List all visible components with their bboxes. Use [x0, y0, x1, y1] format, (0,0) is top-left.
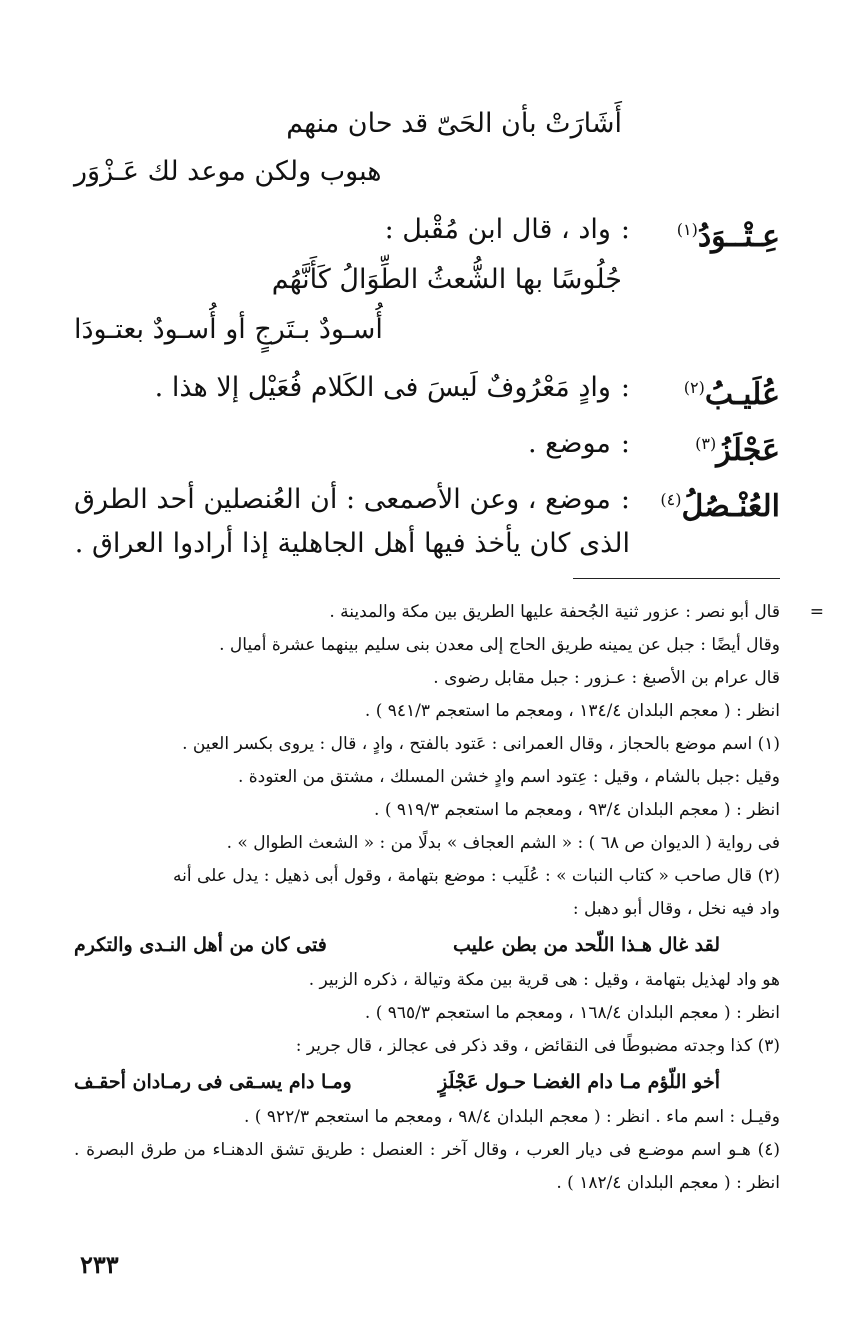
hemistich-first: لقد غال هـذا اللّحد من بطن عليب: [452, 934, 720, 956]
entry-text: موضع ، وعن الأصمعى : أن العُنصلين أحد الطرق الذى كان يأخذ فيها أهل الجاهلية إذا أرادوا العراق .: [74, 484, 630, 559]
footnote-divider: [573, 578, 780, 579]
verse-line-3: جُلُوسًا بها الشُّعثُ الطِّوَالُ كَأَنَّهُم: [271, 264, 622, 295]
footnote-ref: (٤): [660, 490, 682, 509]
entry-ajlaz: [74, 422, 780, 466]
footnote-line: قال عرام بن الأصبغ : عـزور : جبل مقابل رضوى .: [433, 668, 780, 688]
footnote-line: هو واد لهذيل بتهامة ، وقيل : هى قرية بين مكة وتيالة ، ذكره الزبير .: [308, 970, 780, 990]
footnote-ref: (٢): [683, 378, 705, 397]
entry-ulayb: [74, 366, 780, 410]
footnote-ref: (٣): [695, 434, 717, 453]
footnote-line: قال أبو نصر : عزور ثنية الجُحفة عليها الطريق بين مكة والمدينة .: [329, 602, 780, 622]
footnote-line: انظر : ( معجم البلدان ١٣٤/٤ ، ومعجم ما استعجم ٩٤١/٣ ) .: [364, 701, 780, 721]
footnote-line: (١) اسم موضع بالحجاز ، وقال العمرانى : عَتود بالفتح ، وادٍ ، قال : يروى بكسر العين .: [182, 734, 780, 754]
verse-line-2: هبوب ولكن موعد لك عَـزْوَر: [74, 156, 382, 187]
footnote-line: (٢) قال صاحب « كتاب النبات » : عُلَيب : موضع بتهامة ، وقول أبى ذهيل : يدل على أنه: [173, 866, 780, 886]
entry-text: واد ، قال ابن مُقْبل :: [384, 214, 611, 245]
headword: عَجْلَزُ$^{(٣)}$: [695, 433, 780, 468]
continuation-mark: =: [809, 602, 824, 622]
headword: العُنْـصُلُ$^{(٤)}$: [660, 489, 780, 524]
verse-line-4: أُسـودٌ بـتَرجٍ أو أُسـودٌ بعتـودَا: [74, 314, 383, 345]
hemistich-second: فتى كان من أهل النـدى والتكرم: [74, 934, 327, 956]
entry-unsul: [74, 478, 780, 566]
entry-atwad: [74, 208, 780, 252]
colon: :: [620, 372, 630, 403]
footnote-line: انظر : ( معجم البلدان ٩٣/٤ ، ومعجم ما استعجم ٩١٩/٣ ) .: [374, 800, 780, 820]
footnote-line: (٤) هـو اسم موضـع فى ديار العرب ، وقال آخر : العنصل : طريق تشق الدهنـاء من طرق البصرة . انظر : ( معجم البلدان ١٨٢/٤ ) .: [74, 1140, 780, 1193]
page-number: ٢٣٣: [80, 1250, 119, 1279]
colon: :: [620, 428, 630, 459]
footnote-line: واد فيه نخل ، وقال أبو دهبل :: [572, 899, 780, 919]
poem-verse: [74, 926, 780, 964]
footnote-ref: (١): [676, 220, 698, 239]
footnote-line: (٣) كذا وجدته مضبوطًا فى النقائض ، وقد ذكر فى عجالز ، قال جرير :: [295, 1036, 780, 1056]
footnotes: [74, 596, 824, 1200]
entry-text: وادٍ مَعْرُوفٌ لَيسَ فى الكَلام فُعَيْل إلا هذا .: [154, 372, 611, 403]
footnote-line: وقال أيضًا : جبل عن يمينه طريق الحاج إلى معدن بنى سليم بينهما عشرة أميال .: [219, 635, 780, 655]
colon: :: [620, 214, 630, 245]
footnote-line: انظر : ( معجم البلدان ١٦٨/٤ ، ومعجم ما استعجم ٩٦٥/٣ ) .: [364, 1003, 780, 1023]
footnote-line: وقيل :جبل بالشام ، وقيل : عِتود اسم وادٍ خشن المسلك ، مشتق من العتودة .: [237, 767, 780, 787]
colon: :: [620, 484, 630, 515]
hemistich-second: ومـا دام يسـقى فى رمـادان أحقـف: [74, 1071, 352, 1093]
verse-line-1: أَشَارَتْ بأن الحَىّ قد حان منهم: [286, 108, 622, 139]
headword: عُلَيـبُ$^{(٢)}$: [683, 377, 780, 412]
headword: عِـتْــوَدُ$^{(١)}$: [676, 219, 780, 254]
footnote-line: وقيـل : اسم ماء . انظر : ( معجم البلدان ٩٨/٤ ، ومعجم ما استعجم ٩٢٢/٣ ) .: [244, 1107, 780, 1127]
footnote-line: فى رواية ( الديوان ص ٦٨ ) : « الشم العجاف » بدلًا من : « الشعث الطوال » .: [226, 833, 780, 853]
entry-text: موضع .: [528, 428, 611, 459]
hemistich-first: أخو اللّؤم مـا دام الغضـا حـول عَجْلَزٍ: [438, 1071, 720, 1093]
poem-verse: [74, 1063, 780, 1101]
